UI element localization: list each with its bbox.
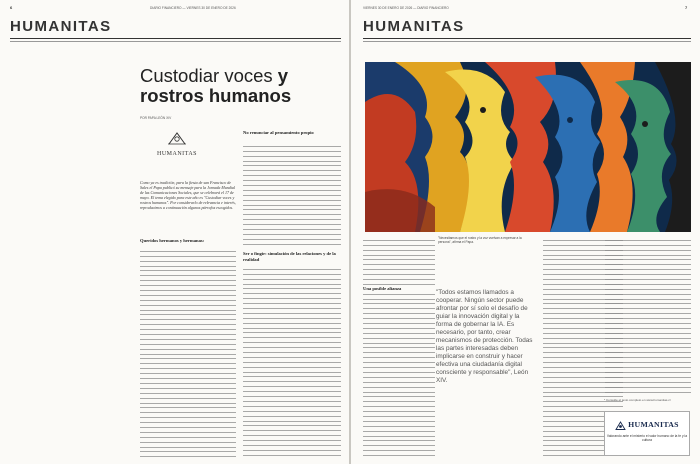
pull-quote: "Todos estamos llamados a cooperar. Ningún sector puede afrontar por sí solo el desafío de guiar la innovación digital y la forma de gobernar la IA. Es necesario, por tanto, crear mecanismos de protección. Todas las partes interesadas deben implicarse en construir y hacer efectiva una ciudadanía digital consciente y responsable", León XIV.	[436, 289, 533, 384]
section-rule	[363, 38, 691, 39]
headline-bold: y rostros humanos	[140, 65, 292, 106]
subheading-greeting: Queridos hermanos y hermanas:	[140, 238, 205, 243]
body-column-3	[363, 236, 435, 459]
page-number: 7	[685, 5, 688, 10]
byline: POR PAPA LEÓN XIV	[140, 116, 172, 120]
article-headline	[140, 66, 340, 106]
humanitas-logo	[148, 131, 206, 169]
body-column-2a	[243, 142, 341, 248]
text-lines	[605, 236, 691, 393]
body-column-5	[605, 236, 691, 396]
humanitas-ad	[604, 411, 690, 456]
text-lines	[243, 142, 341, 245]
seal-icon	[615, 421, 626, 430]
body-column-1	[140, 247, 236, 459]
section-rule	[10, 38, 341, 39]
running-head: DIARIO FINANCIERO — VIERNES 30 DE ENERO DE 2026	[150, 6, 236, 10]
text-lines	[243, 265, 341, 456]
section-title: HUMANITAS	[10, 18, 112, 35]
subheading-alianza: Una posible alianza	[363, 286, 435, 292]
section-rule-thin	[363, 41, 691, 42]
running-head: VIERNES 30 DE ENERO DE 2026 — DIARIO FINANCIERO	[363, 6, 449, 10]
section-rule-thin	[10, 41, 341, 42]
intro-paragraph: Como ya es tradición, para la fiesta de san Francisco de Sales el Papa publicó su mensaje para la Jornada Mundial de las Comunicaciones Sociales, que se celebrará el 17 de mayo. El tema elegido para este año es "Custodiar voces y rostros humanos". Por considerarlo de relevancia e interés, reproducimos a continuación algunos párrafos escogidos.	[140, 180, 236, 210]
ad-tagline: Valorando ante el misterio el valor humano de la fe y la cultura	[606, 433, 688, 442]
text-lines	[140, 247, 236, 457]
ad-logo-text: HUMANITAS	[628, 420, 679, 429]
ad-logo	[605, 420, 689, 430]
subheading-pensamiento: No renunciar al pensamiento propio	[243, 130, 314, 135]
image-caption: "Necesitamos que el rostro y la voz vuelvan a expresar a la persona", afirma el Papa.	[438, 236, 522, 244]
subheading-ser-o-fingir: Ser o fingir: simulación de las relaciones y de la realidad	[243, 251, 336, 262]
text-lines	[363, 236, 435, 456]
body-column-2b	[243, 265, 341, 459]
left-page	[0, 0, 349, 464]
footnote: * Consulte el texto completo en www.humanitas.cl	[604, 398, 671, 402]
logo-text: HUMANITAS	[156, 151, 198, 157]
headline-light: Custodiar voces	[140, 65, 273, 86]
section-title: HUMANITAS	[363, 18, 465, 35]
seal-icon	[167, 131, 187, 145]
faces-illustration	[365, 62, 691, 232]
page-number: 6	[10, 5, 13, 10]
